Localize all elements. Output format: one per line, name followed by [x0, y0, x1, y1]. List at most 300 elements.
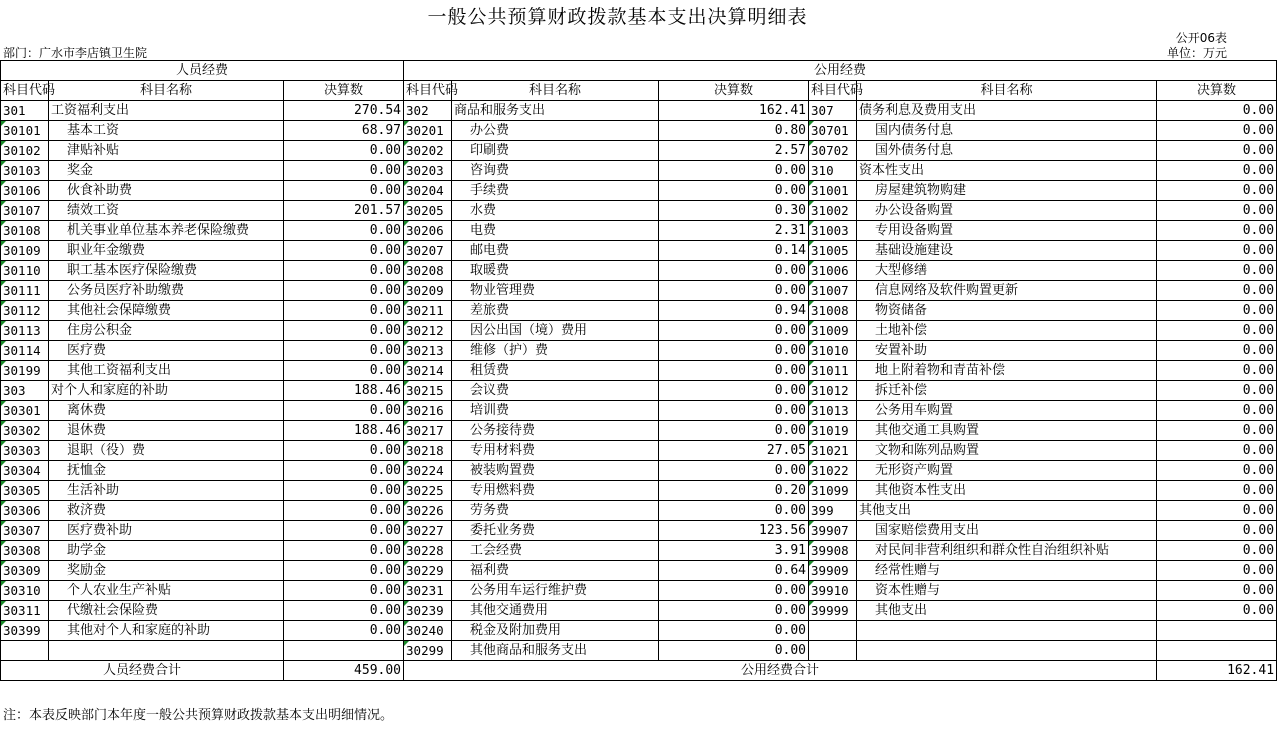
account-code-cell[interactable]: 30205 — [404, 201, 452, 221]
account-name-cell[interactable]: 抚恤金 — [49, 461, 284, 481]
account-code-cell[interactable]: 31013 — [809, 401, 857, 421]
form-code: 公开06表 — [1175, 31, 1227, 45]
amount-cell[interactable]: 0.00 — [1157, 221, 1277, 241]
amount-cell[interactable]: 0.00 — [659, 401, 809, 421]
account-name-cell[interactable]: 工会经费 — [452, 541, 659, 561]
account-name-cell[interactable]: 信息网络及软件购置更新 — [857, 281, 1157, 301]
account-name-cell[interactable]: 职工基本医疗保险缴费 — [49, 261, 284, 281]
account-name-cell[interactable]: 伙食补助费 — [49, 181, 284, 201]
amount-cell[interactable]: 0.00 — [659, 461, 809, 481]
account-name-cell[interactable]: 被装购置费 — [452, 461, 659, 481]
table-row — [1, 401, 1277, 421]
account-name-cell[interactable] — [857, 621, 1157, 641]
col-header-code: 科目代码 — [404, 81, 452, 101]
department-label: 部门：广水市李店镇卫生院 — [3, 46, 148, 60]
account-name-cell[interactable]: 无形资产购置 — [857, 461, 1157, 481]
account-name-cell[interactable] — [857, 641, 1157, 661]
account-code-cell[interactable]: 30109 — [1, 241, 49, 261]
amount-cell[interactable]: 0.00 — [284, 261, 404, 281]
account-name-cell[interactable]: 取暖费 — [452, 261, 659, 281]
account-code-cell[interactable]: 31005 — [809, 241, 857, 261]
account-name-cell[interactable]: 维修（护）费 — [452, 341, 659, 361]
amount-cell[interactable]: 0.00 — [284, 521, 404, 541]
amount-cell[interactable]: 0.00 — [1157, 581, 1277, 601]
account-name-cell[interactable]: 国内债务付息 — [857, 121, 1157, 141]
account-name-cell[interactable]: 商品和服务支出 — [452, 101, 659, 121]
account-name-cell[interactable]: 国外债务付息 — [857, 141, 1157, 161]
account-name-cell[interactable]: 个人农业生产补贴 — [49, 581, 284, 601]
amount-cell[interactable]: 0.00 — [284, 481, 404, 501]
amount-cell[interactable]: 0.00 — [1157, 361, 1277, 381]
account-name-cell[interactable]: 医疗费补助 — [49, 521, 284, 541]
amount-cell[interactable]: 0.00 — [284, 461, 404, 481]
account-name-cell[interactable]: 其他社会保障缴费 — [49, 301, 284, 321]
account-code-cell[interactable]: 30308 — [1, 541, 49, 561]
table-row — [1, 101, 1277, 121]
amount-cell[interactable]: 0.94 — [659, 301, 809, 321]
amount-cell[interactable]: 0.00 — [1157, 401, 1277, 421]
account-name-cell[interactable]: 专用材料费 — [452, 441, 659, 461]
unit-label: 单位：万元 — [1166, 46, 1227, 60]
account-code-cell[interactable]: 30226 — [404, 501, 452, 521]
account-name-cell[interactable]: 资本性支出 — [857, 161, 1157, 181]
amount-cell[interactable]: 0.00 — [659, 281, 809, 301]
page-title: 一般公共预算财政拨款基本支出决算明细表 — [427, 6, 808, 28]
account-code-cell[interactable]: 31007 — [809, 281, 857, 301]
amount-cell[interactable]: 0.00 — [1157, 461, 1277, 481]
account-code-cell[interactable] — [809, 621, 857, 641]
amount-cell[interactable]: 270.54 — [284, 101, 404, 121]
amount-cell[interactable]: 0.00 — [284, 541, 404, 561]
account-code-cell[interactable] — [1, 641, 49, 661]
amount-cell[interactable]: 0.00 — [284, 301, 404, 321]
account-name-cell[interactable]: 其他交通工具购置 — [857, 421, 1157, 441]
public-total-value[interactable]: 162.41 — [1157, 661, 1277, 681]
amount-cell[interactable]: 0.00 — [284, 401, 404, 421]
account-code-cell[interactable]: 31008 — [809, 301, 857, 321]
amount-cell[interactable]: 0.00 — [1157, 381, 1277, 401]
account-code-cell[interactable]: 30229 — [404, 561, 452, 581]
table-row — [1, 601, 1277, 621]
col-header-name: 科目名称 — [49, 81, 284, 101]
account-name-cell[interactable]: 奖励金 — [49, 561, 284, 581]
table-row — [1, 181, 1277, 201]
table-row — [1, 121, 1277, 141]
account-name-cell[interactable]: 代缴社会保险费 — [49, 601, 284, 621]
table-row — [1, 561, 1277, 581]
account-code-cell[interactable]: 31010 — [809, 341, 857, 361]
account-name-cell[interactable]: 公务员医疗补助缴费 — [49, 281, 284, 301]
account-name-cell[interactable]: 对民间非营利组织和群众性自治组织补贴 — [857, 541, 1157, 561]
account-code-cell[interactable]: 310 — [809, 161, 857, 181]
account-code-cell[interactable]: 39909 — [809, 561, 857, 581]
account-code-cell[interactable]: 30203 — [404, 161, 452, 181]
account-code-cell[interactable]: 30212 — [404, 321, 452, 341]
account-code-cell[interactable]: 30228 — [404, 541, 452, 561]
amount-cell[interactable]: 0.00 — [284, 361, 404, 381]
account-name-cell[interactable]: 安置补助 — [857, 341, 1157, 361]
account-code-cell[interactable]: 30101 — [1, 121, 49, 141]
col-header-amount: 决算数 — [659, 81, 809, 101]
account-code-cell[interactable]: 30301 — [1, 401, 49, 421]
amount-cell[interactable]: 162.41 — [659, 101, 809, 121]
account-name-cell[interactable]: 退职（役）费 — [49, 441, 284, 461]
account-name-cell[interactable]: 物资储备 — [857, 301, 1157, 321]
account-code-cell[interactable]: 30112 — [1, 301, 49, 321]
table-row — [1, 241, 1277, 261]
public-total-label: 公用经费合计 — [404, 661, 1157, 681]
account-code-cell[interactable]: 30224 — [404, 461, 452, 481]
account-name-cell[interactable]: 奖金 — [49, 161, 284, 181]
group-header-personnel: 人员经费 — [1, 61, 404, 81]
col-header-amount: 决算数 — [284, 81, 404, 101]
amount-cell[interactable]: 27.05 — [659, 441, 809, 461]
account-code-cell[interactable]: 30239 — [404, 601, 452, 621]
amount-cell[interactable]: 2.31 — [659, 221, 809, 241]
account-code-cell[interactable]: 399 — [809, 501, 857, 521]
account-name-cell[interactable]: 基础设施建设 — [857, 241, 1157, 261]
amount-cell[interactable]: 0.00 — [1157, 261, 1277, 281]
account-name-cell[interactable]: 地上附着物和青苗补偿 — [857, 361, 1157, 381]
account-name-cell[interactable]: 因公出国（境）费用 — [452, 321, 659, 341]
account-name-cell[interactable]: 办公设备购置 — [857, 201, 1157, 221]
account-name-cell[interactable]: 资本性赠与 — [857, 581, 1157, 601]
amount-cell[interactable]: 0.00 — [1157, 101, 1277, 121]
account-code-cell[interactable] — [809, 641, 857, 661]
amount-cell[interactable]: 0.00 — [284, 621, 404, 641]
amount-cell[interactable]: 0.00 — [659, 581, 809, 601]
account-name-cell[interactable]: 印刷费 — [452, 141, 659, 161]
account-code-cell[interactable]: 30215 — [404, 381, 452, 401]
amount-cell[interactable]: 0.00 — [659, 601, 809, 621]
account-code-cell[interactable]: 30206 — [404, 221, 452, 241]
amount-cell[interactable]: 0.00 — [284, 441, 404, 461]
amount-cell[interactable]: 0.00 — [1157, 161, 1277, 181]
amount-cell[interactable]: 0.00 — [1157, 321, 1277, 341]
account-name-cell[interactable]: 其他交通费用 — [452, 601, 659, 621]
account-name-cell[interactable]: 水费 — [452, 201, 659, 221]
table-row — [1, 161, 1277, 181]
account-name-cell[interactable]: 劳务费 — [452, 501, 659, 521]
amount-cell[interactable]: 188.46 — [284, 421, 404, 441]
account-code-cell[interactable]: 30199 — [1, 361, 49, 381]
amount-cell[interactable]: 0.00 — [659, 261, 809, 281]
account-code-cell[interactable]: 31003 — [809, 221, 857, 241]
account-code-cell[interactable]: 30207 — [404, 241, 452, 261]
account-code-cell[interactable]: 39907 — [809, 521, 857, 541]
account-code-cell[interactable]: 39999 — [809, 601, 857, 621]
account-code-cell[interactable]: 30108 — [1, 221, 49, 241]
account-code-cell[interactable]: 30218 — [404, 441, 452, 461]
account-code-cell[interactable]: 31009 — [809, 321, 857, 341]
amount-cell[interactable]: 68.97 — [284, 121, 404, 141]
account-code-cell[interactable]: 30231 — [404, 581, 452, 601]
amount-cell[interactable]: 0.00 — [659, 621, 809, 641]
account-name-cell[interactable]: 国家赔偿费用支出 — [857, 521, 1157, 541]
account-code-cell[interactable]: 30110 — [1, 261, 49, 281]
account-name-cell[interactable]: 生活补助 — [49, 481, 284, 501]
amount-cell[interactable]: 0.00 — [659, 181, 809, 201]
account-code-cell[interactable]: 30399 — [1, 621, 49, 641]
amount-cell[interactable]: 0.00 — [284, 221, 404, 241]
personnel-total-value[interactable]: 459.00 — [284, 661, 404, 681]
account-code-cell[interactable]: 31011 — [809, 361, 857, 381]
account-name-cell[interactable]: 公务用车购置 — [857, 401, 1157, 421]
account-name-cell[interactable]: 职业年金缴费 — [49, 241, 284, 261]
amount-cell[interactable]: 0.00 — [1157, 601, 1277, 621]
amount-cell[interactable]: 0.00 — [659, 421, 809, 441]
amount-cell[interactable] — [1157, 641, 1277, 661]
table-row — [1, 621, 1277, 641]
amount-cell[interactable]: 0.00 — [1157, 521, 1277, 541]
table-row — [1, 421, 1277, 441]
col-header-code: 科目代码 — [1, 81, 49, 101]
account-name-cell[interactable]: 工资福利支出 — [49, 101, 284, 121]
table-row — [1, 501, 1277, 521]
table-row — [1, 521, 1277, 541]
amount-cell[interactable]: 0.20 — [659, 481, 809, 501]
account-name-cell[interactable]: 助学金 — [49, 541, 284, 561]
account-name-cell[interactable]: 公务用车运行维护费 — [452, 581, 659, 601]
account-name-cell[interactable]: 专用燃料费 — [452, 481, 659, 501]
table-row — [1, 541, 1277, 561]
amount-cell[interactable]: 0.00 — [1157, 561, 1277, 581]
account-name-cell[interactable]: 福利费 — [452, 561, 659, 581]
account-code-cell[interactable]: 30111 — [1, 281, 49, 301]
account-code-cell[interactable]: 30306 — [1, 501, 49, 521]
amount-cell[interactable]: 0.00 — [1157, 241, 1277, 261]
amount-cell[interactable]: 0.00 — [284, 241, 404, 261]
account-name-cell[interactable]: 房屋建筑物购建 — [857, 181, 1157, 201]
amount-cell[interactable]: 0.00 — [284, 561, 404, 581]
account-code-cell[interactable]: 301 — [1, 101, 49, 121]
account-name-cell[interactable]: 其他支出 — [857, 601, 1157, 621]
account-name-cell[interactable]: 租赁费 — [452, 361, 659, 381]
account-name-cell[interactable]: 拆迁补偿 — [857, 381, 1157, 401]
account-name-cell[interactable]: 津贴补贴 — [49, 141, 284, 161]
amount-cell[interactable]: 0.00 — [284, 281, 404, 301]
amount-cell[interactable]: 0.00 — [659, 341, 809, 361]
account-code-cell[interactable]: 30211 — [404, 301, 452, 321]
account-name-cell[interactable]: 培训费 — [452, 401, 659, 421]
account-code-cell[interactable]: 30113 — [1, 321, 49, 341]
account-name-cell[interactable]: 差旅费 — [452, 301, 659, 321]
amount-cell[interactable]: 0.00 — [284, 581, 404, 601]
table-row — [1, 221, 1277, 241]
amount-cell[interactable]: 123.56 — [659, 521, 809, 541]
table-row — [1, 301, 1277, 321]
account-code-cell[interactable]: 31002 — [809, 201, 857, 221]
amount-cell[interactable]: 0.00 — [284, 181, 404, 201]
account-code-cell[interactable]: 30304 — [1, 461, 49, 481]
account-code-cell[interactable]: 31006 — [809, 261, 857, 281]
account-code-cell[interactable]: 307 — [809, 101, 857, 121]
amount-cell[interactable]: 2.57 — [659, 141, 809, 161]
amount-cell[interactable]: 0.00 — [659, 501, 809, 521]
amount-cell[interactable]: 0.64 — [659, 561, 809, 581]
amount-cell[interactable]: 0.00 — [659, 641, 809, 661]
account-name-cell[interactable]: 债务利息及费用支出 — [857, 101, 1157, 121]
amount-cell[interactable]: 0.14 — [659, 241, 809, 261]
amount-cell[interactable]: 0.00 — [284, 161, 404, 181]
account-name-cell[interactable]: 住房公积金 — [49, 321, 284, 341]
amount-cell[interactable]: 0.00 — [1157, 541, 1277, 561]
account-code-cell[interactable]: 31019 — [809, 421, 857, 441]
table-row — [1, 341, 1277, 361]
account-code-cell[interactable]: 30227 — [404, 521, 452, 541]
table-row — [1, 281, 1277, 301]
account-name-cell[interactable]: 土地补偿 — [857, 321, 1157, 341]
account-code-cell[interactable]: 30106 — [1, 181, 49, 201]
account-code-cell[interactable]: 31022 — [809, 461, 857, 481]
account-name-cell[interactable]: 委托业务费 — [452, 521, 659, 541]
amount-cell[interactable]: 0.00 — [1157, 421, 1277, 441]
table-row — [1, 581, 1277, 601]
group-header-public: 公用经费 — [404, 61, 1277, 81]
account-name-cell[interactable]: 物业管理费 — [452, 281, 659, 301]
account-code-cell[interactable]: 31012 — [809, 381, 857, 401]
amount-cell[interactable]: 0.30 — [659, 201, 809, 221]
account-code-cell[interactable]: 30201 — [404, 121, 452, 141]
amount-cell[interactable]: 188.46 — [284, 381, 404, 401]
amount-cell[interactable]: 0.00 — [284, 601, 404, 621]
account-code-cell[interactable]: 30216 — [404, 401, 452, 421]
table-row — [1, 381, 1277, 401]
table-row — [1, 321, 1277, 341]
account-code-cell[interactable]: 30214 — [404, 361, 452, 381]
account-name-cell[interactable]: 电费 — [452, 221, 659, 241]
totals-row — [1, 661, 1277, 681]
account-name-cell[interactable]: 专用设备购置 — [857, 221, 1157, 241]
amount-cell[interactable]: 0.00 — [1157, 181, 1277, 201]
account-code-cell[interactable]: 30701 — [809, 121, 857, 141]
account-name-cell[interactable]: 其他支出 — [857, 501, 1157, 521]
account-code-cell[interactable]: 30225 — [404, 481, 452, 501]
personnel-total-label: 人员经费合计 — [1, 661, 284, 681]
table-row — [1, 261, 1277, 281]
table-row — [1, 441, 1277, 461]
account-name-cell[interactable]: 邮电费 — [452, 241, 659, 261]
amount-cell[interactable]: 0.00 — [659, 361, 809, 381]
account-code-cell[interactable]: 30240 — [404, 621, 452, 641]
account-code-cell[interactable]: 30299 — [404, 641, 452, 661]
account-name-cell[interactable]: 离休费 — [49, 401, 284, 421]
account-code-cell[interactable]: 31021 — [809, 441, 857, 461]
account-name-cell[interactable]: 其他对个人和家庭的补助 — [49, 621, 284, 641]
account-name-cell[interactable]: 其他商品和服务支出 — [452, 641, 659, 661]
account-code-cell[interactable]: 30209 — [404, 281, 452, 301]
account-name-cell[interactable]: 办公费 — [452, 121, 659, 141]
col-header-amount: 决算数 — [1157, 81, 1277, 101]
amount-cell[interactable]: 0.00 — [1157, 141, 1277, 161]
account-code-cell[interactable]: 31001 — [809, 181, 857, 201]
table-row — [1, 201, 1277, 221]
amount-cell[interactable]: 0.00 — [284, 501, 404, 521]
amount-cell[interactable]: 0.00 — [1157, 341, 1277, 361]
account-name-cell[interactable]: 大型修缮 — [857, 261, 1157, 281]
amount-cell[interactable]: 0.00 — [659, 321, 809, 341]
account-name-cell[interactable]: 救济费 — [49, 501, 284, 521]
account-name-cell[interactable]: 税金及附加费用 — [452, 621, 659, 641]
account-name-cell[interactable]: 经常性赠与 — [857, 561, 1157, 581]
account-code-cell[interactable]: 30202 — [404, 141, 452, 161]
amount-cell[interactable]: 0.00 — [1157, 201, 1277, 221]
account-name-cell[interactable] — [49, 641, 284, 661]
amount-cell[interactable]: 0.00 — [659, 381, 809, 401]
account-code-cell[interactable]: 39908 — [809, 541, 857, 561]
amount-cell[interactable]: 0.00 — [1157, 281, 1277, 301]
account-code-cell[interactable]: 39910 — [809, 581, 857, 601]
amount-cell[interactable] — [284, 641, 404, 661]
table-row — [1, 141, 1277, 161]
account-code-cell[interactable]: 30310 — [1, 581, 49, 601]
amount-cell[interactable]: 0.00 — [1157, 481, 1277, 501]
table-row — [1, 361, 1277, 381]
account-code-cell[interactable]: 30307 — [1, 521, 49, 541]
account-code-cell[interactable]: 30107 — [1, 201, 49, 221]
amount-cell[interactable]: 0.00 — [1157, 121, 1277, 141]
account-name-cell[interactable]: 公务接待费 — [452, 421, 659, 441]
table-row — [1, 461, 1277, 481]
amount-cell[interactable]: 0.00 — [1157, 501, 1277, 521]
account-code-cell[interactable]: 30309 — [1, 561, 49, 581]
account-name-cell[interactable]: 文物和陈列品购置 — [857, 441, 1157, 461]
amount-cell[interactable]: 0.00 — [1157, 441, 1277, 461]
amount-cell[interactable]: 0.00 — [284, 141, 404, 161]
account-name-cell[interactable]: 基本工资 — [49, 121, 284, 141]
col-header-name: 科目名称 — [452, 81, 659, 101]
account-name-cell[interactable]: 其他工资福利支出 — [49, 361, 284, 381]
account-code-cell[interactable]: 30302 — [1, 421, 49, 441]
account-name-cell[interactable]: 绩效工资 — [49, 201, 284, 221]
account-code-cell[interactable]: 303 — [1, 381, 49, 401]
amount-cell[interactable]: 0.80 — [659, 121, 809, 141]
amount-cell[interactable]: 201.57 — [284, 201, 404, 221]
account-name-cell[interactable]: 咨询费 — [452, 161, 659, 181]
account-name-cell[interactable]: 会议费 — [452, 381, 659, 401]
amount-cell[interactable]: 0.00 — [659, 161, 809, 181]
amount-cell[interactable]: 0.00 — [284, 321, 404, 341]
account-code-cell[interactable]: 31099 — [809, 481, 857, 501]
account-code-cell[interactable]: 30303 — [1, 441, 49, 461]
account-code-cell[interactable]: 30217 — [404, 421, 452, 441]
account-name-cell[interactable]: 手续费 — [452, 181, 659, 201]
account-code-cell[interactable]: 30305 — [1, 481, 49, 501]
col-header-code: 科目代码 — [809, 81, 857, 101]
account-code-cell[interactable]: 302 — [404, 101, 452, 121]
account-code-cell[interactable]: 30208 — [404, 261, 452, 281]
account-name-cell[interactable]: 其他资本性支出 — [857, 481, 1157, 501]
account-code-cell[interactable]: 30213 — [404, 341, 452, 361]
account-code-cell[interactable]: 30102 — [1, 141, 49, 161]
amount-cell[interactable]: 0.00 — [1157, 301, 1277, 321]
account-name-cell[interactable]: 医疗费 — [49, 341, 284, 361]
account-name-cell[interactable]: 对个人和家庭的补助 — [49, 381, 284, 401]
amount-cell[interactable]: 3.91 — [659, 541, 809, 561]
account-code-cell[interactable]: 30204 — [404, 181, 452, 201]
account-code-cell[interactable]: 30311 — [1, 601, 49, 621]
table-row — [1, 641, 1277, 661]
account-name-cell[interactable]: 退休费 — [49, 421, 284, 441]
account-name-cell[interactable]: 机关事业单位基本养老保险缴费 — [49, 221, 284, 241]
footnote: 注：本表反映部门本年度一般公共预算财政拨款基本支出明细情况。 — [3, 708, 394, 723]
account-code-cell[interactable]: 30103 — [1, 161, 49, 181]
amount-cell[interactable]: 0.00 — [284, 341, 404, 361]
account-code-cell[interactable]: 30114 — [1, 341, 49, 361]
account-code-cell[interactable]: 30702 — [809, 141, 857, 161]
col-header-name: 科目名称 — [857, 81, 1157, 101]
amount-cell[interactable] — [1157, 621, 1277, 641]
